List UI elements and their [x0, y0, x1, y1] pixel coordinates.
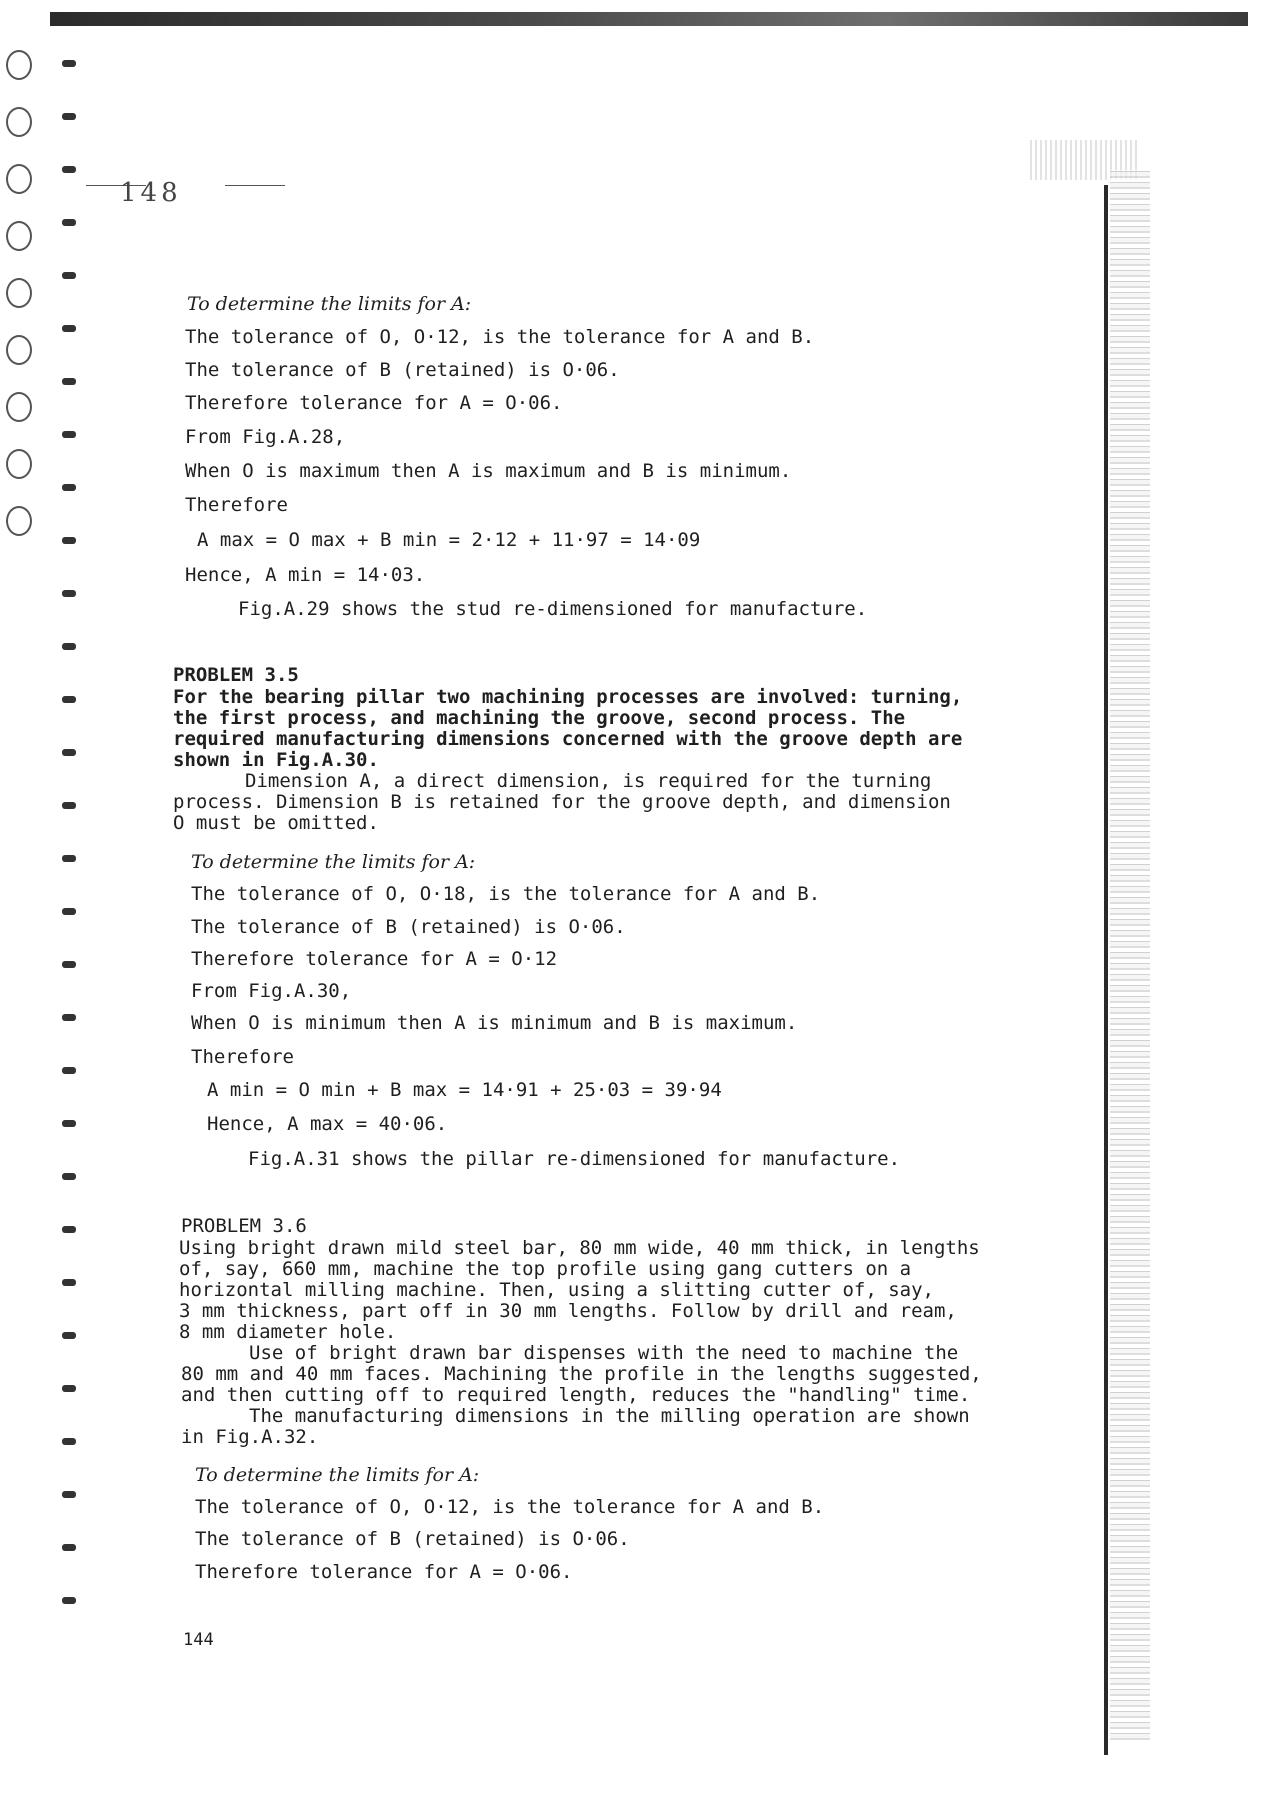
text-line: Hence, A max = 40·06. — [207, 1113, 448, 1135]
subheading: To determine the limits for A: — [195, 1464, 480, 1486]
paragraph-line: 3 mm thickness, part off in 30 mm lengths. Follow by drill and ream, — [179, 1300, 957, 1322]
paragraph-line: 8 mm diameter hole. — [179, 1321, 397, 1343]
punch-hole — [6, 506, 32, 536]
punch-hole — [6, 164, 32, 194]
paragraph-line: in Fig.A.32. — [181, 1426, 319, 1448]
paragraph-line: For the bearing pillar two machining processes are involved: turning, — [173, 686, 963, 708]
paragraph-line: The manufacturing dimensions in the milling operation are shown — [249, 1405, 970, 1427]
text-line: The tolerance of B (retained) is O·06. — [185, 359, 620, 381]
subheading: To determine the limits for A: — [187, 293, 472, 315]
text-line: The tolerance of B (retained) is O·06. — [195, 1528, 630, 1550]
paragraph-line: and then cutting off to required length, reduces the "handling" time. — [181, 1384, 971, 1406]
punch-hole — [6, 107, 32, 137]
text-line: Therefore tolerance for A = O·06. — [185, 392, 563, 414]
text-line: Therefore tolerance for A = O·06. — [195, 1561, 573, 1583]
text-line: When O is minimum then A is minimum and B is maximum. — [191, 1012, 798, 1034]
problem-heading: PROBLEM 3.5 — [173, 664, 299, 686]
text-line: From Fig.A.28, — [185, 426, 346, 448]
punch-hole — [6, 449, 32, 479]
figure-reference-line: Fig.A.31 shows the pillar re-dimensioned for manufacture. — [248, 1148, 901, 1170]
figure-reference-line: Fig.A.29 shows the stud re-dimensioned for manufacture. — [238, 598, 868, 620]
paragraph-line: the first process, and machining the groove, second process. The — [173, 707, 906, 729]
punch-hole — [6, 50, 32, 80]
text-line: When O is maximum then A is maximum and B is minimum. — [185, 460, 792, 482]
scan-top-edge — [50, 12, 1248, 26]
paragraph-line: Dimension A, a direct dimension, is required for the turning — [245, 770, 932, 792]
equation-line: A max = O max + B min = 2·12 + 11·97 = 14·09 — [197, 529, 701, 551]
paragraph-line: Using bright drawn mild steel bar, 80 mm wide, 40 mm thick, in lengths — [179, 1237, 980, 1259]
paragraph-line: 80 mm and 40 mm faces. Machining the profile in the lengths suggested, — [181, 1363, 982, 1385]
text-line: Therefore tolerance for A = O·12 — [191, 948, 558, 970]
paragraph-line: shown in Fig.A.30. — [173, 749, 379, 771]
text-line: The tolerance of O, O·18, is the tolerance for A and B. — [191, 883, 821, 905]
text-line: Therefore — [185, 494, 288, 516]
paragraph-line: of, say, 660 mm, machine the top profile using gang cutters on a — [179, 1258, 912, 1280]
punch-hole — [6, 335, 32, 365]
subheading: To determine the limits for A: — [191, 851, 476, 873]
binding-marks — [58, 60, 84, 1650]
text-line: The tolerance of B (retained) is O·06. — [191, 916, 626, 938]
text-line: From Fig.A.30, — [191, 980, 352, 1002]
punch-hole — [6, 392, 32, 422]
punch-hole — [6, 221, 32, 251]
equation-line: A min = O min + B max = 14·91 + 25·03 = 39·94 — [207, 1079, 722, 1101]
scan-noise-right — [1110, 170, 1150, 1740]
paragraph-line: Use of bright drawn bar dispenses with the need to machine the — [249, 1342, 959, 1364]
problem-heading: PROBLEM 3.6 — [181, 1215, 307, 1237]
text-line: Therefore — [191, 1046, 294, 1068]
binder-edge-line — [1104, 185, 1108, 1755]
text-line: Hence, A min = 14·03. — [185, 564, 426, 586]
binder-holes — [6, 50, 46, 563]
paragraph-line: required manufacturing dimensions concerned with the groove depth are — [173, 728, 963, 750]
text-line: The tolerance of O, O·12, is the tolerance for A and B. — [195, 1496, 825, 1518]
paragraph-line: O must be omitted. — [173, 812, 379, 834]
page-number: 144 — [183, 1630, 214, 1650]
paragraph-line: horizontal milling machine. Then, using a slitting cutter of, say, — [179, 1279, 934, 1301]
paragraph-line: process. Dimension B is retained for the groove depth, and dimension — [173, 791, 951, 813]
punch-hole — [6, 278, 32, 308]
text-line: The tolerance of O, O·12, is the tolerance for A and B. — [185, 326, 815, 348]
handwritten-page-number: 148 — [120, 178, 182, 208]
